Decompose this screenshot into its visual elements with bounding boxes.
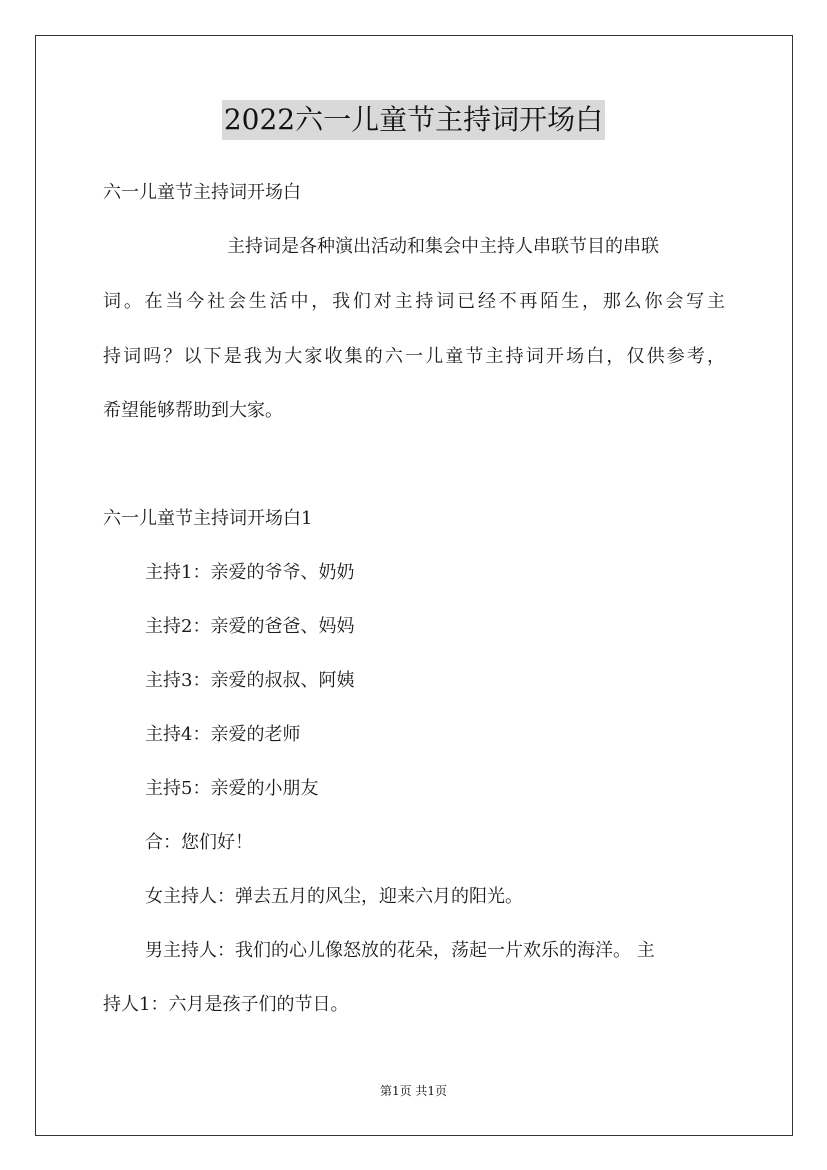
section-heading: 六一儿童节主持词开场白1 <box>103 508 313 529</box>
page-footer: 第1页 共1页 <box>379 1084 448 1098</box>
intro-line-3: 持词吗？以下是我为大家收集的六一儿童节主持词开场白，仅供参考， <box>103 346 725 367</box>
list-item: 主持5：亲爱的小朋友 <box>145 778 319 799</box>
list-item: 主持3：亲爱的叔叔、阿姨 <box>145 670 355 691</box>
paragraph-line-2: 持人1：六月是孩子们的节日。 <box>103 994 349 1015</box>
intro-line-2: 词。在当今社会生活中，我们对主持词已经不再陌生，那么你会写主 <box>103 291 725 312</box>
title-container <box>0 100 827 140</box>
paragraph-line-1: 男主持人：我们的心儿像怒放的花朵，荡起一片欢乐的海洋。 主 <box>145 940 655 961</box>
list-item: 女主持人：弹去五月的风尘，迎来六月的阳光。 <box>145 886 523 907</box>
list-item: 主持4：亲爱的老师 <box>145 724 301 745</box>
list-item: 主持1：亲爱的爷爷、奶奶 <box>145 562 355 583</box>
document-title: 2022六一儿童节主持词开场白 <box>222 100 605 140</box>
list-item: 合：您们好！ <box>145 832 253 853</box>
intro-line-4: 希望能够帮助到大家。 <box>103 400 283 421</box>
list-item: 主持2：亲爱的爸爸、妈妈 <box>145 616 355 637</box>
intro-line-1: 主持词是各种演出活动和集会中主持人串联节目的串联 <box>227 236 659 257</box>
subtitle: 六一儿童节主持词开场白 <box>103 182 301 203</box>
